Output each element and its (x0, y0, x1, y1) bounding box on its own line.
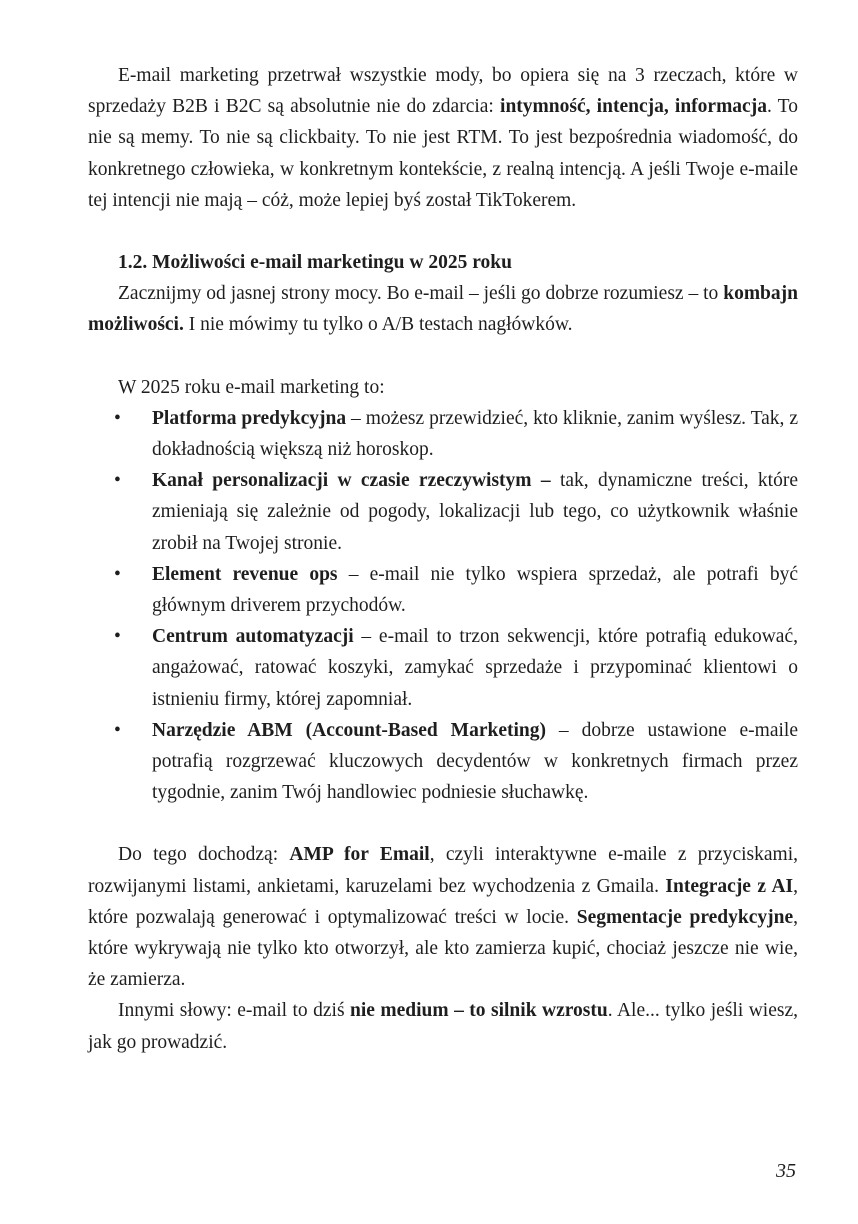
paragraph-summary: Innymi słowy: e-mail to dziś nie medium – to silnik wzrostu. Ale... tylko jeśli wiesz, jak go prowadzić. (88, 1000, 798, 1053)
list-item: • Platforma predykcyjna – możesz przewidzieć, kto kliknie, zanim wyślesz. Tak, z dokładnością większą niż horoskop. (88, 403, 798, 465)
list-item: • Centrum automatyzacji – e-mail to trzon sekwencji, które potrafią edukować, angażować, ratować koszyki, zamykać sprzedaże i przypominać klientowi o istnieniu firmy, której zapomniał. (88, 621, 798, 715)
paragraph-additions: Do tego dochodzą: AMP for Email, czyli interaktywne e-maile z przyciskami, rozwijanymi listami, ankietami, karuzelami bez wychodzenia z Gmaila. Integracje z AI, które pozwalają generować i optymalizować treści w locie. Segmentacje predykcyjne, które wykrywają nie tylko kto otworzył, ale kto zamierza kupić, chociaż jeszcze nie wie, że zamierza. (88, 844, 799, 991)
page-number: 35 (776, 1160, 796, 1182)
list-item: • Kanał personalizacji w czasie rzeczywistym – tak, dynamiczne treści, które zmieniają się zależnie od pogody, lokalizacji lub tego, co użytkownik właśnie zrobił na Twojej stronie. (88, 465, 798, 559)
paragraph-possibilities: Zacznijmy od jasnej strony mocy. Bo e-mail – jeśli go dobrze rozumiesz – to kombajn możliwości. I nie mówimy tu tylko o A/B testach nagłówków. (88, 283, 798, 336)
emphasis: intymność, intencja, informacja (500, 96, 767, 118)
list-intro: W 2025 roku e-mail marketing to: (118, 376, 385, 398)
list-item: • Element revenue ops – e-mail nie tylko wspiera sprzedaż, ale potrafi być głównym driverem przychodów. (88, 559, 798, 621)
emphasis: kombajn możliwości. (88, 283, 798, 336)
bullet-icon: • (114, 626, 121, 648)
section-heading: 1.2. Możliwości e-mail marketingu w 2025 roku (118, 252, 512, 274)
list-item: • Narzędzie ABM (Account-Based Marketing) – dobrze ustawione e-maile potrafią rozgrzewać kluczowych decydentów w konkretnych firmach przez tygodnie, zanim Twój handlowiec podniesie słuchawkę. (88, 715, 798, 809)
bullet-icon: • (114, 407, 121, 429)
bullet-icon: • (114, 563, 121, 585)
page-body (88, 60, 798, 1058)
bullet-icon: • (114, 719, 121, 741)
bullet-list (88, 403, 798, 809)
paragraph-intro: E-mail marketing przetrwał wszystkie mody, bo opiera się na 3 rzeczach, które w sprzedaży B2B i B2C są absolutnie nie do zdarcia: intymność, intencja, informacja. To nie są memy. To nie są clickbaity. To nie jest RTM. To jest bezpośrednia wiadomość, do konkretnego człowieka, w konkretnym kontekście, z realną intencją. A jeśli Twoje e-maile tej intencji nie mają – cóż, może lepiej byś został TikTokerem. (88, 65, 798, 211)
bullet-icon: • (114, 470, 121, 492)
